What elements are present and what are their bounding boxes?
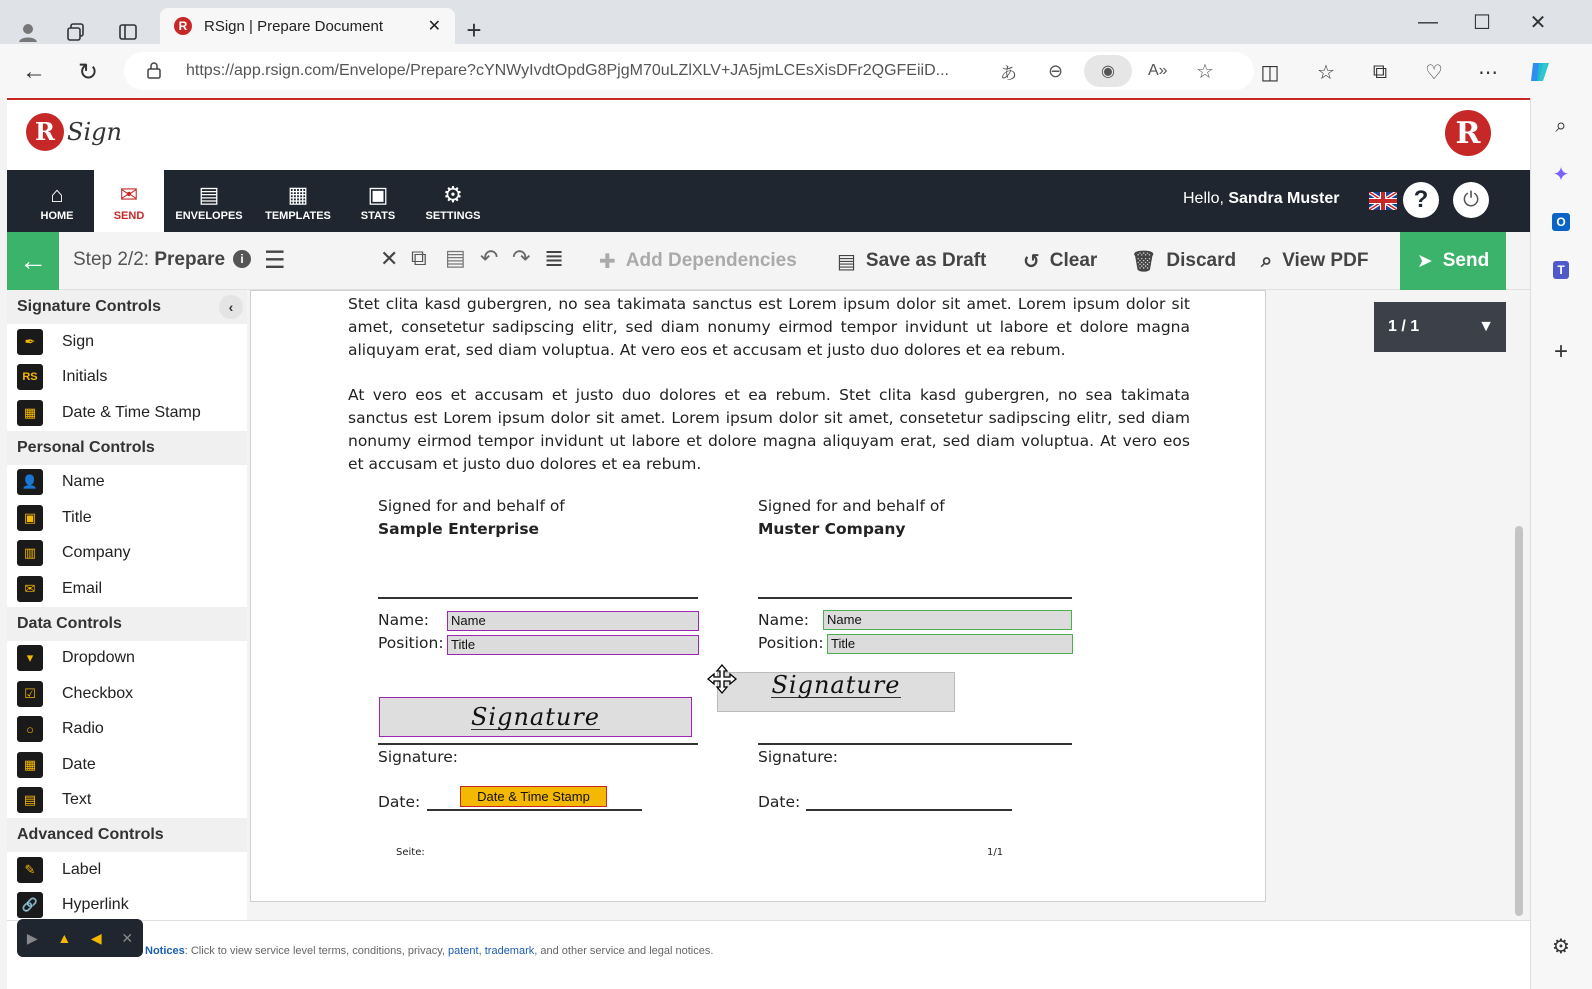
control-label: Dropdown	[62, 649, 135, 667]
teams-icon[interactable]: T	[1543, 252, 1579, 288]
text-file-icon: ▤	[17, 787, 43, 813]
control-label: Label	[62, 860, 102, 878]
url-text: https://app.rsign.com/Envelope/Prepare?cYNWyIvdtOpdG8PjgM70uLZlXLV+JA5jmLCEsXisDFr2QGFEiiD...	[186, 62, 949, 79]
user-icon: 👤	[17, 469, 43, 495]
control-sign[interactable]	[7, 324, 247, 360]
vertical-scrollbar[interactable]	[1515, 526, 1523, 916]
search-icon: ⌕	[1261, 249, 1273, 272]
controls-sidebar	[7, 290, 247, 989]
signature-label-left: Signature:	[378, 748, 458, 766]
control-dropdown[interactable]	[7, 641, 247, 677]
line-left-signature	[378, 743, 698, 745]
nav-send[interactable]	[94, 170, 164, 232]
control-hyperlink[interactable]	[7, 888, 247, 924]
browser-side-panel	[1530, 98, 1592, 989]
info-icon[interactable]: i	[233, 250, 251, 268]
name-field-right[interactable]: Name	[823, 610, 1072, 630]
save-draft-button[interactable]	[837, 232, 986, 290]
section-title: Advanced Controls	[17, 826, 164, 843]
patent-link[interactable]: patent	[448, 945, 479, 957]
search-icon[interactable]: ⌕	[1555, 114, 1567, 137]
favorite-star-icon[interactable]: ☆	[1196, 60, 1214, 83]
paragraph-2: At vero eos et accusam et justo duo dolores et ea rebum. Stet clita kasd gubergren, no sea takimata sanctus est Lorem ipsum dolor sit amet. Lorem ipsum dolor sit amet, consetetur sadipscing elitr, sed diam nonumy eirmod tempor invidunt ut labore et dolore magna aliquyam erat, sed diam voluptua. At vero eos et accusam et justo duo dolores et ea rebum.	[348, 386, 1190, 473]
control-text[interactable]	[7, 783, 247, 819]
favorites-icon[interactable]: ☆	[1317, 61, 1335, 84]
date-time-stamp-field[interactable]	[460, 786, 607, 807]
puzzle-icon: ✚	[599, 250, 616, 273]
arrow-left-icon: ←	[19, 245, 47, 276]
browser-essentials-icon[interactable]: ♡	[1425, 61, 1443, 84]
power-icon[interactable]: ⏻	[1453, 182, 1489, 218]
envelope-icon: ✉	[17, 576, 43, 602]
window-close-icon[interactable]: ✕	[1529, 11, 1547, 34]
url-input[interactable]	[124, 52, 1254, 90]
new-tab-icon[interactable]: +	[466, 14, 482, 45]
file-icon: ▤	[837, 250, 856, 273]
signed-for-left: Signed for and behalf of	[378, 497, 565, 515]
control-label[interactable]	[7, 852, 247, 888]
signature-text: Signature	[470, 702, 601, 731]
page-selector-label: 1 / 1	[1388, 318, 1420, 335]
date-label-right: Date:	[758, 793, 801, 811]
signature-field-right-dragging[interactable]	[717, 672, 955, 712]
send-button[interactable]	[1400, 232, 1506, 290]
title-field-left[interactable]: Title	[447, 635, 699, 655]
section-title: Data Controls	[17, 614, 122, 632]
caret-down-icon: ▾	[17, 645, 43, 671]
redo-icon[interactable]: ↷	[512, 245, 531, 270]
save-draft-label: Save as Draft	[865, 250, 987, 271]
undo-clear-icon: ↺	[1023, 250, 1040, 273]
outlook-icon[interactable]: O	[1543, 204, 1579, 240]
gear-icon: ⚙	[443, 182, 463, 207]
back-button[interactable]	[7, 232, 59, 290]
copilot-icon[interactable]	[1522, 54, 1558, 90]
help-icon[interactable]: ?	[1403, 182, 1439, 218]
link-icon: 🔗	[17, 892, 43, 918]
signature-label-right: Signature:	[758, 748, 838, 766]
control-radio[interactable]	[7, 712, 247, 748]
rsign-app	[7, 98, 1530, 989]
list-icon[interactable]: ☰	[264, 247, 286, 274]
main-nav	[7, 170, 1530, 232]
send-label: Send	[1442, 250, 1490, 271]
position-label-left: Position:	[378, 634, 444, 652]
discard-label: Discard	[1166, 250, 1237, 271]
move-cursor-icon	[706, 663, 738, 700]
briefcase-icon: ▣	[367, 182, 389, 207]
tag-icon: ✎	[17, 857, 43, 883]
line-left-top	[378, 597, 698, 599]
control-date[interactable]	[7, 747, 247, 783]
rsign-logo[interactable]	[25, 110, 122, 160]
trademark-link[interactable]: trademark	[484, 945, 535, 957]
read-aloud-icon[interactable]: A»	[1148, 62, 1168, 79]
company-right: Muster Company	[758, 520, 906, 538]
control-title[interactable]	[7, 500, 247, 536]
section-signature-controls[interactable]	[7, 290, 247, 324]
nav-stats-label: STATS	[360, 210, 396, 222]
svg-text:Sign: Sign	[67, 118, 122, 146]
control-label: Initials	[62, 368, 108, 386]
control-label: Checkbox	[62, 684, 134, 702]
clear-label: Clear	[1049, 250, 1098, 271]
add-dependencies-label: Add Dependencies	[625, 250, 797, 271]
control-label: Title	[62, 508, 92, 526]
section-title: Signature Controls	[17, 298, 162, 315]
line-right-top	[758, 597, 1072, 599]
playback-mini-toolbar	[17, 919, 143, 957]
control-name[interactable]	[7, 465, 247, 501]
control-label: Radio	[62, 720, 104, 738]
triangle-left-icon[interactable]: ◀	[90, 929, 102, 946]
nav-settings-label: SETTINGS	[425, 210, 481, 222]
pen-icon: ✒	[17, 329, 43, 355]
control-label: Email	[62, 579, 103, 597]
line-right-signature	[758, 743, 1072, 745]
control-label: Name	[62, 473, 105, 491]
section-advanced-controls	[7, 818, 247, 852]
clear-button[interactable]	[1023, 232, 1097, 290]
section-data-controls	[7, 607, 247, 641]
play-icon[interactable]: ▶	[26, 929, 38, 946]
control-label: Hyperlink	[62, 896, 129, 914]
lock-icon	[146, 61, 162, 84]
page-footer-left: Seite:	[396, 847, 425, 858]
nav-templates[interactable]	[260, 170, 336, 232]
section-title: Personal Controls	[17, 438, 155, 456]
name-field-left[interactable]: Name	[447, 611, 699, 631]
copilot-side-icon[interactable]: ✦	[1552, 163, 1570, 186]
copy-icon[interactable]: ⧉	[411, 245, 427, 270]
stamp-icon: ▦	[17, 400, 43, 426]
nav-envelopes[interactable]	[171, 170, 247, 232]
control-label: Date	[62, 755, 96, 773]
line-left-date	[427, 809, 642, 811]
footer-text-2: , and other service and legal notices.	[534, 945, 714, 957]
control-label: Text	[62, 791, 92, 809]
refresh-icon[interactable]: ↻	[77, 58, 99, 86]
collections-icon[interactable]: ⧉	[1372, 60, 1388, 83]
page-selector[interactable]	[1374, 302, 1506, 352]
browser-tab-active[interactable]	[160, 8, 455, 44]
footer-comma: ,	[478, 945, 485, 957]
briefcase-icon: ▣	[17, 505, 43, 531]
line-right-date	[806, 809, 1012, 811]
position-label-right: Position:	[758, 634, 824, 652]
nav-templates-label: TEMPLATES	[265, 210, 331, 222]
document-area	[247, 290, 1530, 989]
user-name: Sandra Muster	[1228, 190, 1340, 207]
trash-icon: 🗑	[1131, 250, 1157, 273]
radio-icon: ○	[17, 716, 43, 742]
nav-home-label: HOME	[40, 210, 74, 222]
control-initials[interactable]	[7, 360, 247, 396]
add-dependencies-button[interactable]	[599, 232, 797, 290]
minimize-icon[interactable]: —	[1418, 10, 1438, 33]
footer-text-1: : Click to view service level terms, conditions, privacy,	[184, 945, 449, 957]
document-icon: ▦	[287, 182, 309, 207]
uk-flag-icon[interactable]	[1369, 192, 1397, 210]
control-label: Sign	[62, 332, 95, 350]
add-sidebar-app-icon[interactable]: +	[1553, 338, 1568, 365]
sidebar-settings-icon[interactable]: ⚙	[1552, 935, 1570, 958]
page-footer-right: 1/1	[987, 847, 1004, 858]
zoom-icon[interactable]: ⊖	[1048, 60, 1064, 81]
inbox-icon: ▤	[198, 182, 220, 207]
triangle-up-icon[interactable]: ▲	[57, 930, 72, 946]
notices-link[interactable]: Notices	[145, 945, 185, 957]
back-icon[interactable]: ←	[22, 58, 46, 85]
view-pdf-button[interactable]	[1261, 232, 1368, 290]
browser-address-bar	[0, 44, 1592, 98]
document-page[interactable]	[250, 290, 1266, 902]
control-date-time-stamp[interactable]	[7, 395, 247, 431]
nav-envelopes-label: ENVELOPES	[175, 210, 243, 222]
delete-control-icon[interactable]: ✕	[380, 246, 399, 271]
view-pdf-label: View PDF	[1282, 250, 1369, 271]
discard-button[interactable]	[1131, 232, 1236, 290]
date-stamp-label: Date & Time Stamp	[477, 789, 590, 804]
step-indicator	[73, 249, 225, 271]
control-company[interactable]	[7, 536, 247, 572]
building-icon: ▥	[17, 540, 43, 566]
step-label: Step 2/2:	[73, 249, 150, 270]
rsign-favicon-icon: R	[174, 17, 192, 35]
name-label-right: Name:	[758, 611, 809, 629]
align-icon[interactable]: ≣	[544, 245, 565, 272]
control-label: Company	[62, 544, 131, 562]
signature-field-left[interactable]	[379, 697, 692, 737]
svg-text:R: R	[35, 117, 55, 146]
caret-down-icon: ▼	[1478, 318, 1494, 335]
checkbox-icon: ☑	[17, 681, 43, 707]
tracking-prevention-icon[interactable]: ◉	[1084, 55, 1132, 87]
maximize-icon[interactable]: ☐	[1473, 11, 1491, 34]
paste-icon[interactable]: ▤	[445, 245, 466, 270]
home-icon: ⌂	[50, 182, 64, 207]
title-field-right[interactable]: Title	[827, 634, 1073, 654]
initials-icon: RS	[17, 364, 43, 390]
control-checkbox[interactable]	[7, 676, 247, 712]
date-label-left: Date:	[378, 793, 421, 811]
nav-send-label: SEND	[113, 210, 145, 222]
split-screen-icon[interactable]: ◫	[1260, 61, 1280, 84]
step-name: Prepare	[154, 249, 226, 270]
paper-plane-icon: ➤	[1416, 250, 1433, 272]
logo-bar	[7, 100, 1530, 170]
collapse-sidebar-icon[interactable]: ‹	[219, 295, 243, 319]
name-label-left: Name:	[378, 611, 429, 629]
more-menu-icon[interactable]: ⋯	[1478, 61, 1498, 84]
control-label: Date & Time Stamp	[62, 403, 201, 421]
pin-off-icon[interactable]: ✕	[121, 929, 134, 946]
signature-text: Signature	[771, 670, 901, 699]
nav-home[interactable]	[23, 170, 91, 232]
nav-settings[interactable]	[421, 170, 485, 232]
brand-r-icon: R	[1445, 110, 1491, 156]
calendar-icon: ▦	[17, 752, 43, 778]
tab-close-icon[interactable]: ✕	[427, 18, 441, 35]
prepare-toolbar	[7, 232, 1530, 290]
tab-title: RSign | Prepare Document	[204, 17, 383, 35]
greeting-text: Hello,	[1183, 190, 1224, 207]
control-email[interactable]	[7, 571, 247, 607]
browser-tab-bar	[0, 0, 1592, 44]
signed-for-right: Signed for and behalf of	[758, 497, 945, 515]
envelope-icon: ✉	[119, 182, 139, 207]
read-aloud-lang-icon[interactable]: あ	[1000, 63, 1017, 83]
legal-notices-text	[145, 945, 713, 957]
paragraph-1: Stet clita kasd gubergren, no sea takimata sanctus est Lorem ipsum dolor sit amet. Lorem ipsum dolor sit amet, consetetur sadipscing elitr, sed diam nonumy eirmod tempor invidunt ut labore et dolore magna aliquyam erat, sed diam voluptua. At vero eos et accusam et justo duo dolores et ea rebum.	[348, 295, 1190, 359]
nav-stats[interactable]	[350, 170, 406, 232]
section-personal-controls	[7, 431, 247, 465]
legal-footer	[7, 920, 1530, 989]
undo-icon[interactable]: ↶	[480, 245, 499, 270]
user-greeting	[1183, 190, 1340, 208]
company-left: Sample Enterprise	[378, 520, 540, 538]
